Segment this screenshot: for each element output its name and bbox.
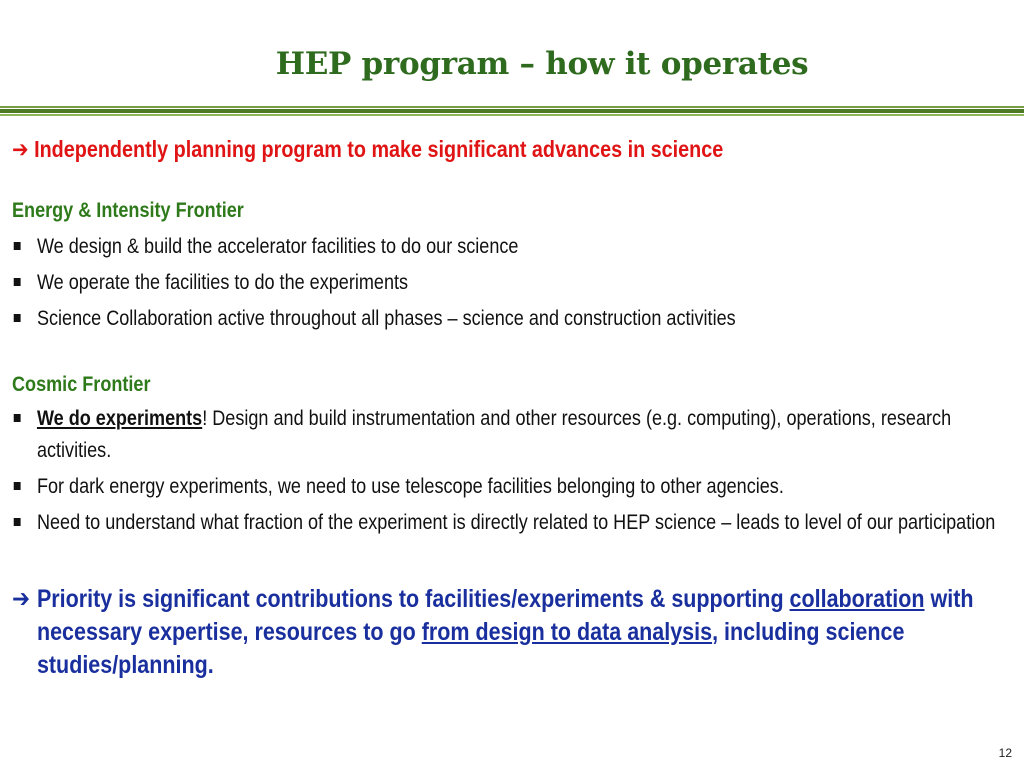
bullet-text: ! Design and build instrumentation and other resources (e.g. computing), operations, research activities. bbox=[36, 407, 952, 462]
cosmic-frontier-heading: Cosmic Frontier bbox=[12, 373, 151, 396]
list-item bbox=[12, 267, 1010, 299]
list-item bbox=[12, 231, 1010, 263]
bullet-text: For dark energy experiments, we need to use telescope facilities belonging to other agencies. bbox=[36, 475, 784, 498]
headline bbox=[12, 134, 1010, 164]
priority-statement bbox=[12, 583, 1010, 682]
priority-text-a: Priority is significant contributions to facilities/experiments & supporting bbox=[36, 585, 790, 613]
slide-title: HEP program – how it operates bbox=[275, 46, 809, 82]
priority-text-c: , including science studies/planning. bbox=[36, 618, 905, 679]
page-number: 12 bbox=[998, 746, 1012, 760]
cosmic-frontier-list bbox=[12, 403, 1010, 539]
arrow-right-icon: ➔ bbox=[12, 136, 29, 162]
energy-frontier-list bbox=[12, 231, 1010, 335]
headline-text: Independently planning program to make significant advances in science bbox=[34, 136, 724, 162]
slide-body bbox=[12, 134, 1010, 682]
bullet-text: Need to understand what fraction of the experiment is directly related to HEP science – leads to level of our participation bbox=[36, 511, 996, 534]
list-item bbox=[12, 403, 1010, 467]
list-item bbox=[12, 471, 1010, 503]
square-bullet-icon bbox=[14, 482, 21, 490]
design-to-analysis-link[interactable]: from design to data analysis bbox=[421, 618, 713, 646]
square-bullet-icon bbox=[14, 518, 21, 526]
energy-frontier-heading: Energy & Intensity Frontier bbox=[12, 199, 244, 222]
arrow-right-icon: ➔ bbox=[12, 585, 31, 613]
square-bullet-icon bbox=[14, 242, 21, 250]
list-item bbox=[12, 507, 1010, 539]
square-bullet-icon bbox=[14, 278, 21, 286]
priority-text-b: with necessary expertise, resources to go bbox=[36, 585, 974, 646]
list-item bbox=[12, 303, 1010, 335]
collaboration-link[interactable]: collaboration bbox=[789, 585, 925, 613]
title-divider-main bbox=[0, 109, 1024, 113]
we-do-experiments-emphasis: We do experiments bbox=[36, 407, 203, 430]
bullet-text: We operate the facilities to do the experiments bbox=[36, 271, 409, 294]
title-divider-bottom bbox=[0, 114, 1024, 116]
bullet-text: We design & build the accelerator facilities to do our science bbox=[36, 235, 519, 258]
bullet-text: Science Collaboration active throughout all phases – science and construction activities bbox=[36, 307, 736, 330]
square-bullet-icon bbox=[14, 314, 21, 322]
square-bullet-icon bbox=[14, 414, 21, 422]
title-divider-top bbox=[0, 106, 1024, 108]
